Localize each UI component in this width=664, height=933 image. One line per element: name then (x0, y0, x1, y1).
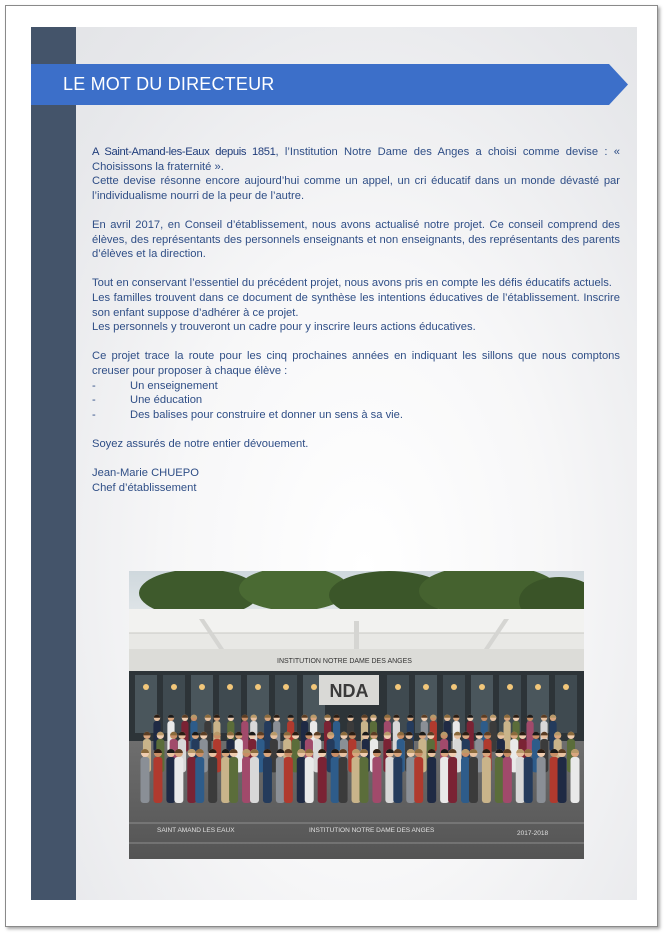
photo-caption-right: 2017-2018 (517, 830, 549, 837)
group-photo (129, 571, 584, 859)
list-dash: - (92, 408, 96, 421)
signature-role: Chef d’établissement (92, 481, 197, 494)
list-item (92, 393, 620, 408)
list-item (92, 408, 620, 423)
building-sign: INSTITUTION NOTRE DAME DES ANGES (277, 658, 412, 665)
paragraph-4: Tout en conservant l’essentiel du précédent projet, nous avons pris en compte les défis éducatifs actuels. (92, 277, 612, 290)
title-banner (31, 64, 628, 105)
building-logo: NDA (329, 681, 369, 701)
paragraph-7: Ce projet trace la route pour les cinq prochaines années en indiquant les sillons que nous comptons creuser pour proposer à chaque élève : (92, 350, 620, 377)
group-photo-illustration (129, 571, 584, 859)
list-item-text: Un enseignement (130, 379, 218, 392)
paragraph-3: En avril 2017, en Conseil d’établissement, nous avons actualisé notre projet. Ce conseil comprend des élèves, des représentants des personnels enseignants et non enseignants, des représentants des parents d’élèves et la direction. (92, 218, 620, 261)
signature-name: Jean-Marie CHUEPO (92, 467, 199, 480)
list-item-text: Une éducation (130, 394, 203, 407)
list-dash: - (92, 394, 96, 407)
list-item-text: Des balises pour construire et donner un sens à sa vie. (130, 408, 404, 421)
paragraph-1-lead: A Saint-Amand-les-Eaux depuis 1851 (92, 146, 276, 158)
page-title: LE MOT DU DIRECTEUR (63, 74, 275, 94)
closing-line: Soyez assurés de notre entier dévouement. (92, 437, 309, 450)
paragraph-1-text: , l’Institution Notre Dame des Anges a choisi comme devise : « Choisissons la fraternité ». (92, 146, 620, 173)
photo-caption-left: SAINT AMAND LES EAUX (157, 827, 235, 834)
side-bar (31, 27, 76, 900)
letter-body (92, 145, 620, 495)
paragraph-1 (92, 145, 620, 174)
list-item (92, 379, 620, 394)
paragraph-5: Les familles trouvent dans ce document de synthèse les intentions éducatives de l’établissement. Inscrire son enfant suppose d’adhérer à ce projet. (92, 291, 620, 319)
paragraph-2: Cette devise résonne encore aujourd’hui comme un appel, un cri éducatif dans un monde dévasté par l’individualisme nourri de la peur de l’autre. (92, 175, 620, 202)
photo-caption-center: INSTITUTION NOTRE DAME DES ANGES (309, 827, 435, 834)
list-dash: - (92, 379, 96, 392)
paragraph-6: Les personnels y trouveront un cadre pour y inscrire leurs actions éducatives. (92, 321, 476, 334)
